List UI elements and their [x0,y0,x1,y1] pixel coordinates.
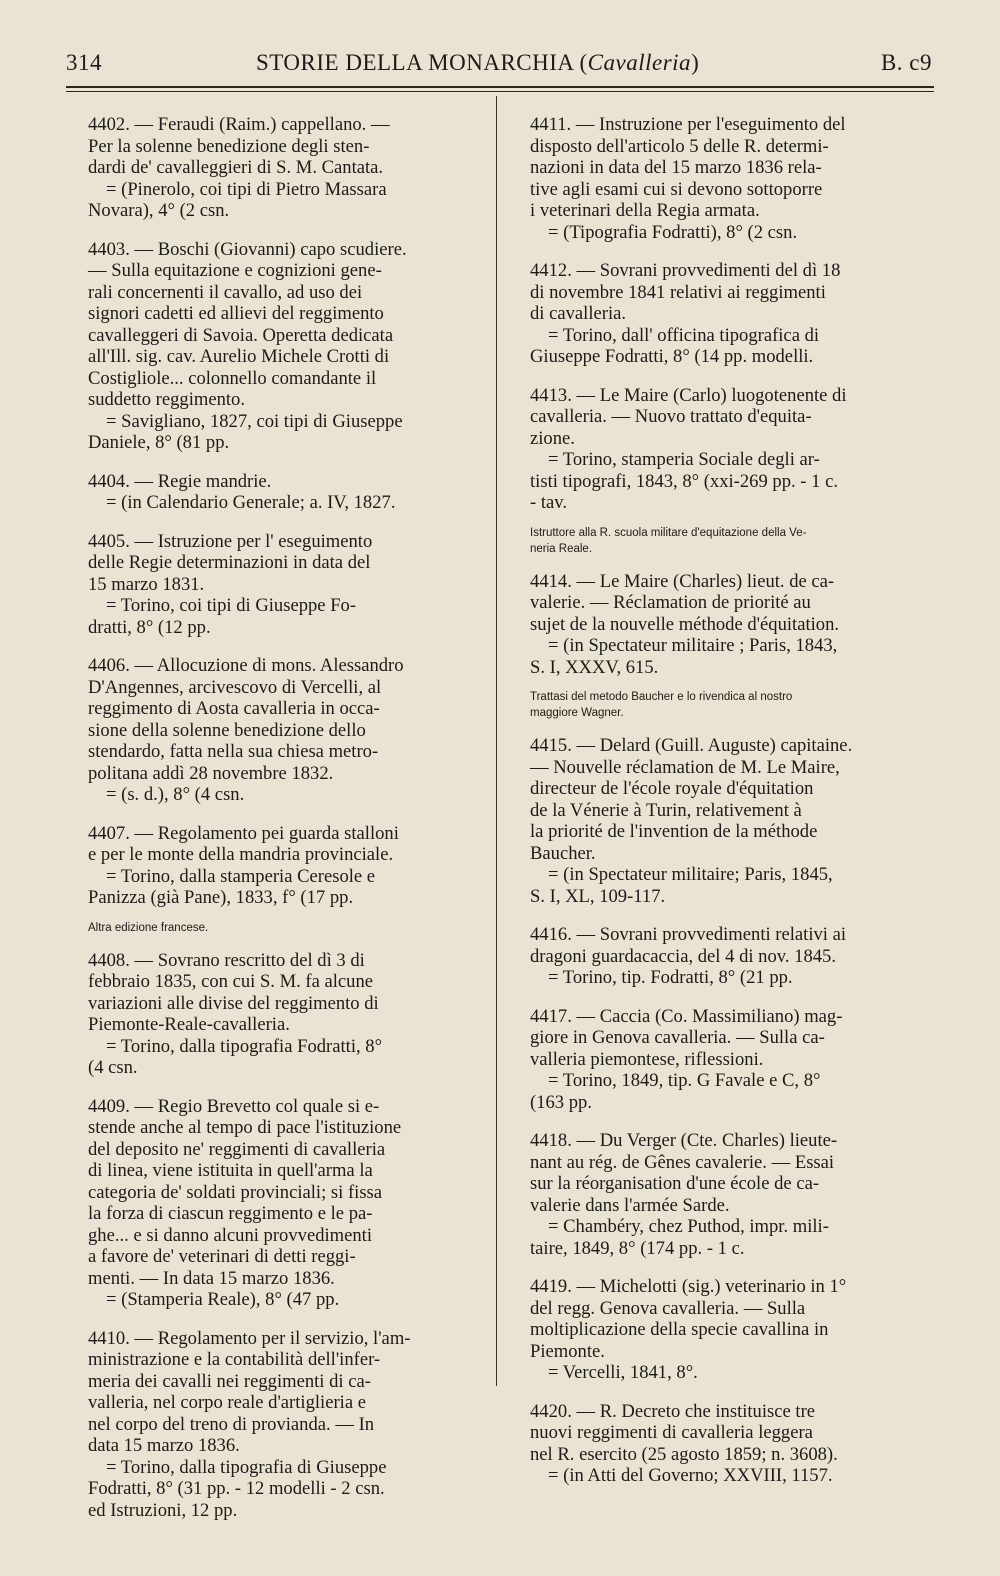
entry-line: taire, 1849, 8° (174 pp. - 1 c. [530,1237,745,1259]
entry-line: Novara), 4° (2 csn. [88,200,230,221]
catalog-entry-4413 [530,385,926,514]
entry-line: = Torino, dalla tipografia di Giuseppe [106,1456,387,1478]
entry-line: cavalleggeri di Savoia. Operetta dedicata [88,324,394,346]
entry-line: dardi de' cavalleggieri di S. M. Cantata. [88,157,384,178]
entry-line: de la Vénerie à Turin, relativement à [530,799,802,821]
entry-line: Per la solenne benedizione degli sten- [88,135,370,157]
entry-line: la priorité de l'invention de la méthode [530,821,818,842]
entry-line: stende anche al tempo di pace l'istituzione [88,1117,402,1138]
entry-line: Fodratti, 8° (31 pp. - 12 modelli - 2 csn. [88,1478,385,1499]
entry-line: delle Regie determinazioni in data del [88,552,371,573]
entry-line: = Torino, dalla tipografia Fodratti, 8° [106,1035,383,1057]
entry-line: variazioni alle divise del reggimento di [88,992,379,1014]
entry-line: 4415. — Delard (Guill. Auguste) capitaine. [530,735,853,756]
entry-line: suddetto reggimento. [88,389,245,410]
header-rule-thin [66,91,934,92]
header-rule [66,86,934,88]
entry-line: = Vercelli, 1841, 8°. [548,1362,698,1383]
entry-line: = Torino, dall' officina tipografica di [548,324,820,346]
catalog-entry-4419 [530,1276,926,1384]
catalog-entry-4414 [530,571,926,679]
entry-line: Piemonte-Reale-cavalleria. [88,1014,290,1035]
entry-line: = Torino, tip. Fodratti, 8° (21 pp. [548,967,793,988]
entry-line: - tav. [530,492,567,513]
entry-line: 4419. — Michelotti (sig.) veterinario in 1° [530,1276,847,1297]
entry-line: = (in Spectateur militaire; Paris, 1845, [548,864,833,885]
catalog-entry-4412 [530,260,926,368]
running-title-close: ) [691,50,700,75]
entry-line: del regg. Genova cavalleria. — Sulla [530,1297,806,1319]
catalog-entry-4405 [88,531,484,639]
entry-line: febbraio 1835, con cui S. M. fa alcune [88,971,374,992]
catalog-entry-4403 [88,239,484,454]
right-column [530,114,926,1504]
entry-line: 15 marzo 1831. [88,573,205,595]
entry-line: tisti tipografi, 1843, 8° (xxi-269 pp. - 1 c. [530,470,838,492]
catalog-entry-4409 [88,1096,484,1311]
entry-line: di cavalleria. [530,303,627,324]
catalog-entry-4420 [530,1401,926,1487]
entry-line: sujet de la nouvelle méthode d'équitation. [530,613,840,635]
entry-line: 4406. — Allocuzione di mons. Alessandro [88,655,404,676]
entry-line: — Nouvelle réclamation de M. Le Maire, [530,756,840,778]
entry-line: politana addì 28 novembre 1832. [88,762,334,784]
entry-line: ghe... e si danno alcuni provvedimenti [88,1224,372,1246]
entry-line: dratti, 8° (12 pp. [88,616,211,638]
entry-line: signori cadetti ed allievi del reggimento [88,303,384,324]
entry-line: 4408. — Sovrano rescritto del dì 3 di [88,949,365,971]
entry-line: 4412. — Sovrani provvedimenti del dì 18 [530,260,841,281]
entry-line: 4411. — Instruzione per l'eseguimento del [530,114,846,135]
entry-line: = (in Calendario Generale; a. IV, 1827. [106,492,396,513]
entry-line: moltiplicazione della specie cavallina in [530,1319,829,1340]
entry-line: ministrazione e la contabilità dell'infer- [88,1349,381,1370]
entry-line: zione. [530,427,575,449]
entry-line: directeur de l'école royale d'équitation [530,778,814,799]
catalog-entry-4410 [88,1328,484,1522]
entry-line: = Chambéry, chez Puthod, impr. mili- [548,1216,829,1237]
entry-line: (163 pp. [530,1091,592,1113]
entry-line: i veterinari della Regia armata. [530,200,760,221]
entry-line: Piemonte. [530,1340,605,1362]
entry-line: 4403. — Boschi (Giovanni) capo scudiere. [88,238,407,260]
entry-line: 4418. — Du Verger (Cte. Charles) lieute- [530,1130,838,1151]
entry-line: Giuseppe Fodratti, 8° (14 pp. modelli. [530,346,814,367]
entry-note: Altra edizione francese. [88,921,209,934]
entry-line: nant au rég. de Gênes cavalerie. — Essai [530,1151,835,1173]
entry-line: = Torino, coi tipi di Giuseppe Fo- [106,595,357,616]
entry-line: = (Tipografia Fodratti), 8° (2 csn. [548,221,798,243]
entry-line: reggimento di Aosta cavalleria in occa- [88,698,380,719]
entry-line: 4407. — Regolamento pei guarda stalloni [88,822,399,844]
entry-line: 4416. — Sovrani provvedimenti relativi ai [530,924,847,945]
entry-line: = (Stamperia Reale), 8° (47 pp. [106,1289,340,1310]
entry-line: 4402. — Feraudi (Raim.) cappellano. — [88,114,390,135]
entry-line: 4410. — Regolamento per il servizio, l'am- [88,1327,411,1349]
entry-line: rali concernenti il cavallo, ad uso dei [88,281,363,303]
entry-line: stendardo, fatta nella sua chiesa metro- [88,741,379,762]
left-column [88,114,484,1538]
entry-line: Baucher. [530,842,596,864]
entry-line: nel corpo del treno di provianda. — In [88,1413,375,1435]
entry-line: disposto dell'articolo 5 delle R. determi- [530,135,829,157]
entry-line: nuovi reggimenti di cavalleria leggera [530,1422,813,1443]
entry-line: tive agli esami cui si devono sottoporre [530,178,823,200]
running-title-plain: STORIE DELLA MONARCHIA ( [256,50,588,75]
entry-note: Trattasi del metodo Baucher e lo rivendica al nostro maggiore Wagner. [530,691,793,719]
page-number: 314 [66,50,102,75]
entry-line: di novembre 1841 relativi ai reggimenti [530,281,826,303]
entry-line: nel R. esercito (25 agosto 1859; n. 3608). [530,1443,838,1465]
catalog-entry-4406 [88,655,484,806]
entry-line: = (Pinerolo, coi tipi di Pietro Massara [106,178,387,200]
entry-line: (4 csn. [88,1057,138,1078]
entry-line: giore in Genova cavalleria. — Sulla ca- [530,1027,825,1048]
catalog-entry-4411 [530,114,926,243]
running-title [256,50,699,76]
catalog-entry-4404 [88,471,484,514]
entry-line: nazioni in data del 15 marzo 1836 rela- [530,157,822,178]
entry-line: Daniele, 8° (81 pp. [88,432,230,453]
catalog-entry-4402 [88,114,484,222]
entry-line: = Savigliano, 1827, coi tipi di Giuseppe [106,410,403,432]
catalog-entry-4407 [88,823,484,909]
entry-line: del deposito ne' reggimenti di cavalleria [88,1138,386,1160]
entry-line: = (s. d.), 8° (4 csn. [106,784,245,805]
entry-line: la forza di ciascun reggimento e le pa- [88,1203,373,1224]
entry-line: meria dei cavalli nei reggimenti di ca- [88,1370,371,1392]
entry-line: sione della solenne benedizione dello [88,719,366,741]
entry-line: S. I, XXXV, 615. [530,656,659,678]
entry-line: 4420. — R. Decreto che instituisce tre [530,1400,816,1422]
catalog-entry-4418 [530,1130,926,1259]
entry-line: data 15 marzo 1836. [88,1435,240,1456]
entry-line: Costigliole... colonnello comandante il [88,367,377,389]
catalog-entry-4408 [88,950,484,1079]
entry-line: di linea, viene istituita in quell'arma la [88,1160,373,1181]
entry-line: 4409. — Regio Brevetto col quale si e- [88,1095,380,1117]
entry-line: 4413. — Le Maire (Carlo) luogotenente di [530,384,847,406]
entry-line: D'Angennes, arcivescovo di Vercelli, al [88,676,382,698]
running-title-italic: Cavalleria [587,50,692,75]
catalog-entry-4415 [530,735,926,907]
entry-line: 4414. — Le Maire (Charles) lieut. de ca- [530,570,835,592]
entry-line: menti. — In data 15 marzo 1836. [88,1267,335,1289]
entry-line: e per le monte della mandria provinciale. [88,844,394,865]
entry-line: all'Ill. sig. cav. Aurelio Michele Crotti di [88,346,390,367]
entry-note: Istruttore alla R. scuola militare d'equitazione della Ve- neria Reale. [530,526,807,555]
entry-line: = (in Atti del Governo; XXVIII, 1157. [548,1465,833,1486]
entry-line: valerie dans l'armée Sarde. [530,1194,730,1216]
entry-line: 4405. — Istruzione per l' eseguimento [88,530,373,552]
entry-line: — Sulla equitazione e cognizioni gene- [88,260,382,281]
entry-line: sur la réorganisation d'une école de ca- [530,1173,820,1194]
signature-mark: B. c9 [880,50,932,75]
entry-line: = Torino, dalla stamperia Ceresole e [106,865,376,887]
entry-line: cavalleria. — Nuovo trattato d'equita- [530,406,812,427]
entry-line: valleria, nel corpo reale d'artiglieria e [88,1392,366,1413]
entry-line: valleria piemontese, riflessioni. [530,1048,764,1070]
entry-line: S. I, XL, 109-117. [530,885,666,907]
catalog-entry-4416 [530,924,926,989]
entry-line: dragoni guardacaccia, del 4 di nov. 1845. [530,945,836,967]
entry-line: categoria de' soldati provinciali; si fissa [88,1181,383,1203]
entry-line: 4417. — Caccia (Co. Massimiliano) mag- [530,1005,843,1027]
entry-line: = (in Spectateur militaire ; Paris, 1843, [548,635,838,656]
entry-line: = Torino, stamperia Sociale degli ar- [548,449,820,470]
entry-line: Panizza (già Pane), 1833, f° (17 pp. [88,887,354,908]
entry-line: 4404. — Regie mandrie. [88,470,272,492]
entry-line: ed Istruzioni, 12 pp. [88,1499,238,1521]
entry-line: a favore de' veterinari di detti reggi- [88,1246,356,1267]
entry-line: = Torino, 1849, tip. G Favale e C, 8° [548,1070,821,1091]
column-separator [496,96,497,1386]
entry-line: valerie. — Réclamation de priorité au [530,592,811,613]
catalog-entry-4417 [530,1006,926,1114]
